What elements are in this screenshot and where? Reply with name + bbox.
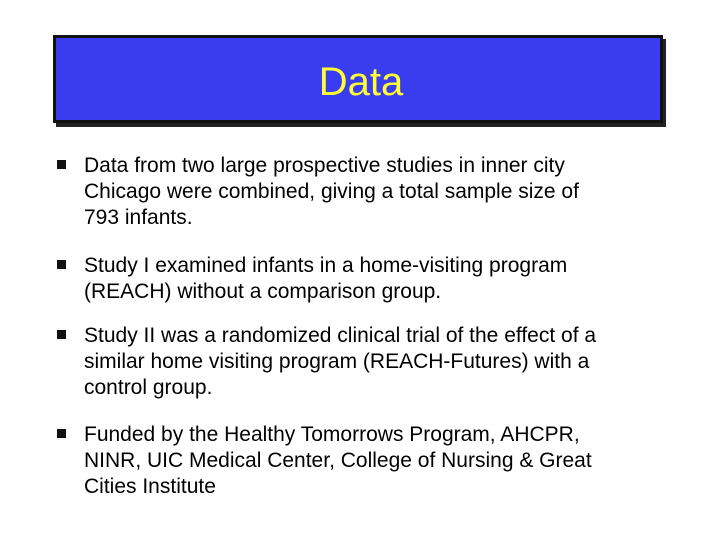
square-bullet-icon — [57, 330, 66, 339]
bullet-text: Study I examined infants in a home-visiting program (REACH) without a comparison group. — [84, 254, 568, 303]
bullet-text: Data from two large prospective studies in inner city Chicago were combined, giving a total sample size of 793 infants. — [84, 154, 579, 229]
square-bullet-icon — [57, 260, 66, 269]
slide-title: Data — [318, 60, 404, 104]
square-bullet-icon — [57, 429, 66, 438]
title-banner — [53, 35, 663, 123]
square-bullet-icon — [57, 160, 66, 169]
bullet-text: Study II was a randomized clinical trial of the effect of a similar home visiting program (REACH-Futures) with a control group. — [84, 324, 597, 399]
bullet-text: Funded by the Healthy Tomorrows Program, AHCPR, NINR, UIC Medical Center, College of Nursing & Great Cities Institute — [84, 423, 592, 498]
